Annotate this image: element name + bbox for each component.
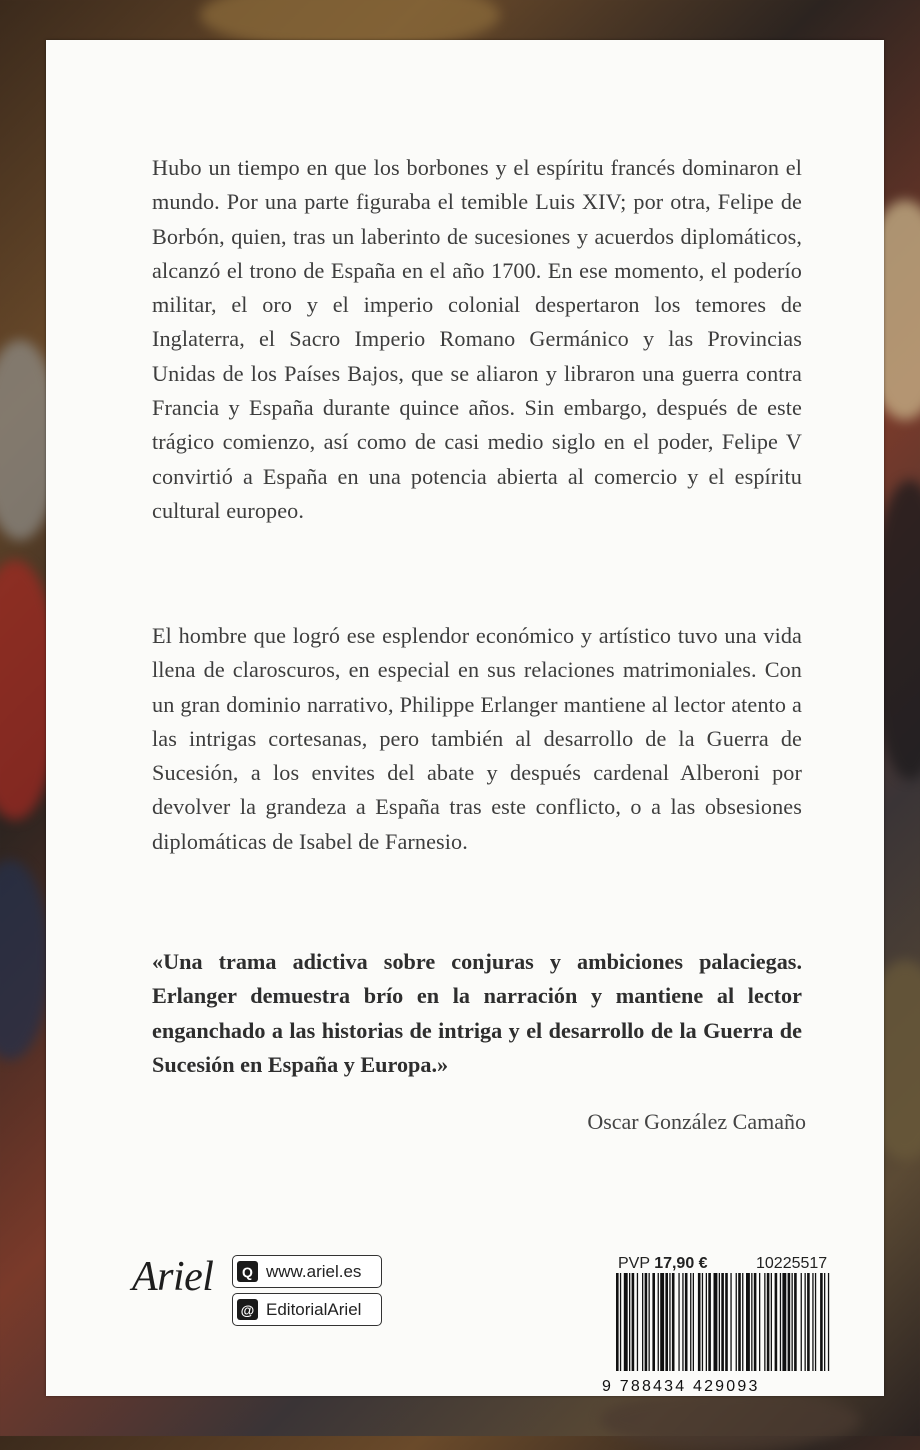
synopsis-paragraph-2: El hombre que logró ese esplendor económico y artístico tuvo una vida llena de claroscuros, en especial en sus relaciones matrimoniales. Con un gran dominio narrativo, Philippe Erlanger mantiene al lector atento a las intrigas cortesanas, pero también al desarrollo de la Guerra de Sucesión, a los envites del abate y después cardenal Alberoni por devolver la grandeza a España tras este conflicto, o a las obsesiones diplomáticas de Isabel de Farnesio. (152, 623, 802, 854)
website-url: www.ariel.es (266, 1261, 362, 1281)
synopsis-paragraph-2-block (152, 619, 802, 859)
price-label (618, 1255, 708, 1273)
synopsis-paragraph-1: Hubo un tiempo en que los borbones y el espíritu francés dominaron el mundo. Por una parte figuraba el temible Luis XIV; por otra, Felipe de Borbón, quien, tras un laberinto de sucesiones y acuerdos diplomáticos, alcanzó el trono de España en el año 1700. En ese momento, el poderío militar, el oro y el imperio colonial despertaron los temores de Inglaterra, el Sacro Imperio Romano Germánico y las Provincias Unidas de los Países Bajos, que se aliaron y libraron una guerra contra Francia y España durante quince años. Sin embargo, después de este trágico comienzo, así como de casi medio siglo en el poder, Felipe V convirtió a España en una potencia abierta al comercio y el espíritu cultural europeo. (152, 155, 802, 523)
synopsis-paragraph-1-block (152, 151, 802, 528)
search-icon: Q (237, 1261, 258, 1282)
social-handle: EditorialAriel (266, 1299, 362, 1319)
website-badge[interactable] (232, 1255, 382, 1288)
pvp-label: PVP (618, 1255, 650, 1272)
at-icon: @ (237, 1299, 258, 1320)
back-cover-panel (46, 40, 884, 1396)
product-code: 10225517 (756, 1255, 828, 1272)
price-value: 17,90 € (654, 1255, 708, 1272)
isbn-barcode (602, 1273, 834, 1371)
review-author: Oscar González Camaño (587, 1109, 806, 1134)
isbn-digits: 9 788434 429093 (602, 1378, 760, 1395)
publisher-logo: Ariel (132, 1254, 214, 1300)
review-quote: «Una trama adictiva sobre conjuras y ambiciones palaciegas. Erlanger demuestra brío en la narración y mantiene al lector enganchado a las historias de intriga y el desarrollo de la Guerra de Sucesión en España y Europa.» (152, 949, 802, 1077)
social-badge[interactable] (232, 1293, 382, 1326)
